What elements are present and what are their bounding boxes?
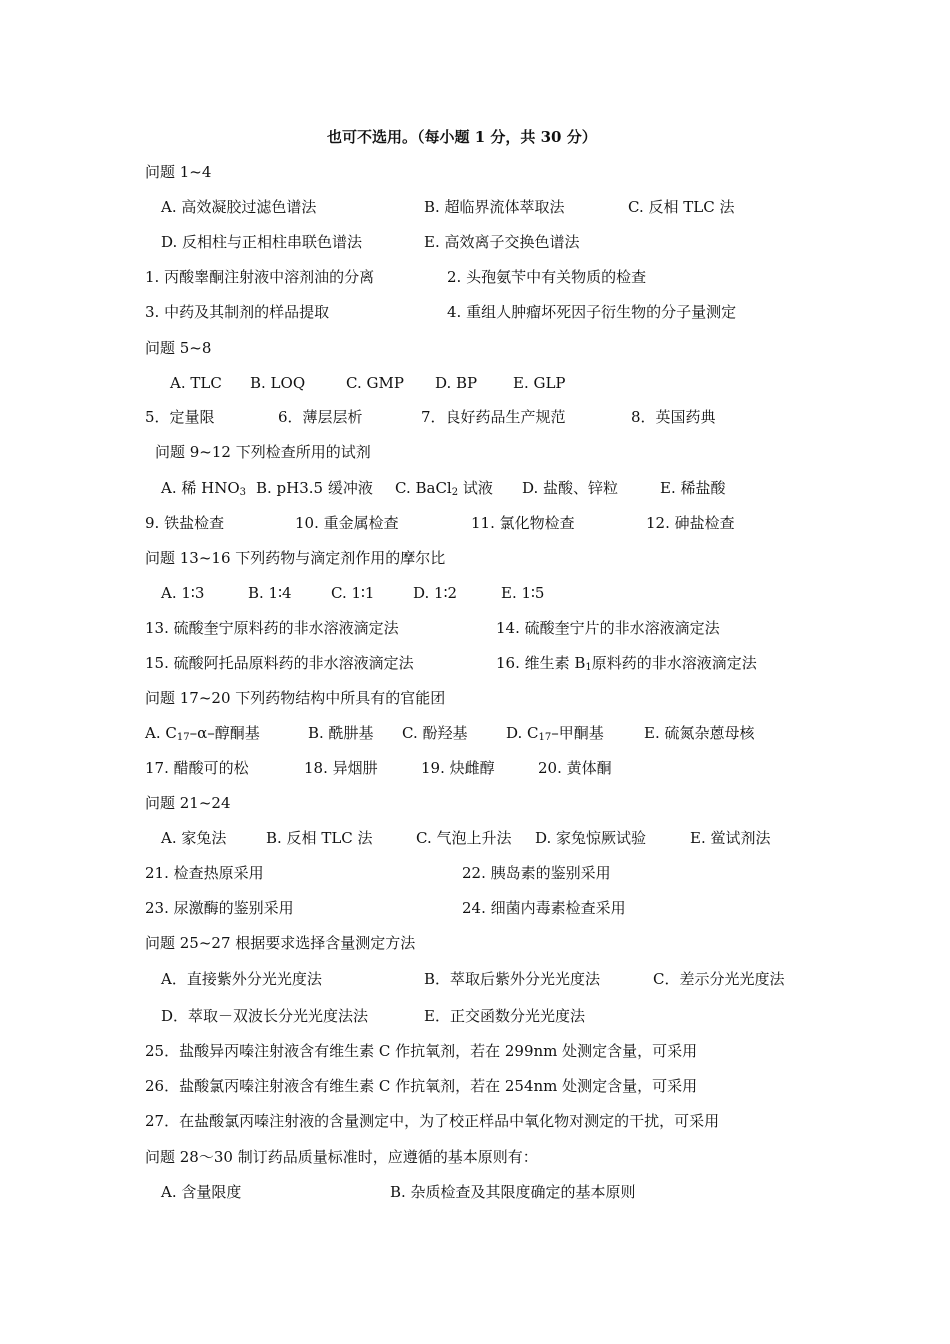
option-b: B. LOQ — [250, 374, 306, 392]
question-item: 17. 醋酸可的松 — [145, 759, 249, 777]
question-item: 20. 黄体酮 — [538, 759, 612, 777]
option-a: A. 1∶3 — [161, 584, 205, 602]
option-d: D. 1∶2 — [413, 584, 458, 602]
option-d: D．萃取－双波长分光光度法法 — [161, 1007, 369, 1025]
question-item: 1. 丙酸睾酮注射液中溶剂油的分离 — [145, 268, 375, 286]
option-e: E. 1∶5 — [501, 584, 545, 602]
question-item: 2. 头孢氨苄中有关物质的检查 — [447, 268, 647, 286]
question-group-title: 问题 21~24 — [145, 794, 231, 812]
option-e: E. 硫氮杂蒽母核 — [644, 724, 755, 742]
question-item: 18. 异烟肼 — [304, 759, 378, 777]
question-item: 5．定量限 — [145, 408, 215, 426]
question-item: 9. 铁盐检查 — [145, 514, 225, 532]
question-item: 25．盐酸异丙嗪注射液含有维生素 C 作抗氧剂，若在 299nm 处测定含量，可采用 — [145, 1042, 698, 1060]
option-e: E．正交函数分光光度法 — [424, 1007, 585, 1025]
question-group-title: 问题 1~4 — [145, 163, 212, 181]
option-e: E. GLP — [513, 374, 566, 392]
option-a: A. TLC — [170, 374, 222, 392]
option-e: E. 鲎试剂法 — [690, 829, 771, 847]
question-item: 14. 硫酸奎宁片的非水溶液滴定法 — [496, 619, 720, 637]
option-b: B. 反相 TLC 法 — [266, 829, 373, 847]
question-group-title: 问题 5~8 — [145, 339, 212, 357]
question-item: 22. 胰岛素的鉴别采用 — [462, 864, 611, 882]
option-a: A. 家兔法 — [161, 829, 227, 847]
option-d: D. BP — [435, 374, 478, 392]
question-item: 8．英国药典 — [631, 408, 716, 426]
question-item: 10. 重金属检查 — [295, 514, 399, 532]
question-item: 24. 细菌内毒素检查采用 — [462, 899, 626, 917]
option-e: E. 稀盐酸 — [660, 479, 726, 497]
option-b: B. 1∶4 — [248, 584, 292, 602]
option-a: A. 稀 $HNO_3$ — [161, 479, 247, 498]
question-item: 21. 检查热原采用 — [145, 864, 264, 882]
option-b: B. 杂质检查及其限度确定的基本原则 — [390, 1183, 636, 1201]
question-group-title: 问题 25~27 根据要求选择含量测定方法 — [145, 934, 416, 952]
option-b: B. pH3.5 缓冲液 — [256, 479, 373, 497]
option-a: A．直接紫外分光光度法 — [161, 970, 322, 988]
question-item: 19. 炔雌醇 — [421, 759, 495, 777]
option-a: A. 高效凝胶过滤色谱法 — [161, 198, 317, 216]
question-item: 11. 氯化物检查 — [471, 514, 575, 532]
question-item: 6．薄层层析 — [278, 408, 363, 426]
question-item: 4. 重组人肿瘤坏死因子衍生物的分子量测定 — [447, 303, 737, 321]
question-item: 3. 中药及其制剂的样品提取 — [145, 303, 330, 321]
option-b: B. 超临界流体萃取法 — [424, 198, 565, 216]
option-a: A. $C_{17}-\alpha-$醇酮基 — [145, 724, 260, 743]
question-item: 13. 硫酸奎宁原料药的非水溶液滴定法 — [145, 619, 399, 637]
option-d: D. 反相柱与正相柱串联色谱法 — [161, 233, 363, 251]
option-e: E. 高效离子交换色谱法 — [424, 233, 580, 251]
question-group-title: 问题 13~16 下列药物与滴定剂作用的摩尔比 — [145, 549, 446, 567]
option-d: D. 家兔惊厥试验 — [535, 829, 647, 847]
option-d: D. $C_{17}-$甲酮基 — [506, 724, 604, 743]
option-b: B．萃取后紫外分光光度法 — [424, 970, 601, 988]
option-c: C．差示分光光度法 — [653, 970, 785, 988]
section-header: 也可不选用。（每小题 1 分，共 30 分） — [327, 128, 597, 146]
option-c: C. 酚羟基 — [402, 724, 468, 742]
option-b: B. 酰肼基 — [308, 724, 374, 742]
question-item: 23. 尿激酶的鉴别采用 — [145, 899, 294, 917]
option-d: D. 盐酸、锌粒 — [522, 479, 619, 497]
option-c: C. 反相 TLC 法 — [628, 198, 735, 216]
question-item: 26．盐酸氯丙嗪注射液含有维生素 C 作抗氧剂，若在 254nm 处测定含量，可采用 — [145, 1077, 698, 1095]
option-c: C. GMP — [346, 374, 404, 392]
question-group-title: 问题 17~20 下列药物结构中所具有的官能团 — [145, 689, 446, 707]
question-group-title: 问题 9~12 下列检查所用的试剂 — [155, 443, 371, 461]
question-item: 16. 维生素 $B_1$原料药的非水溶液滴定法 — [496, 654, 757, 673]
question-item: 15. 硫酸阿托品原料药的非水溶液滴定法 — [145, 654, 414, 672]
question-item: 12. 砷盐检查 — [646, 514, 735, 532]
option-c: C. BaCl$_2$ 试液 — [395, 479, 493, 498]
question-group-title: 问题 28～30 制订药品质量标准时，应遵循的基本原则有： — [145, 1148, 538, 1166]
option-a: A. 含量限度 — [161, 1183, 242, 1201]
option-c: C. 气泡上升法 — [416, 829, 512, 847]
question-item: 7．良好药品生产规范 — [421, 408, 566, 426]
question-item: 27．在盐酸氯丙嗪注射液的含量测定中，为了校正样品中氧化物对测定的干扰，可采用 — [145, 1112, 720, 1130]
option-c: C. 1∶1 — [331, 584, 375, 602]
